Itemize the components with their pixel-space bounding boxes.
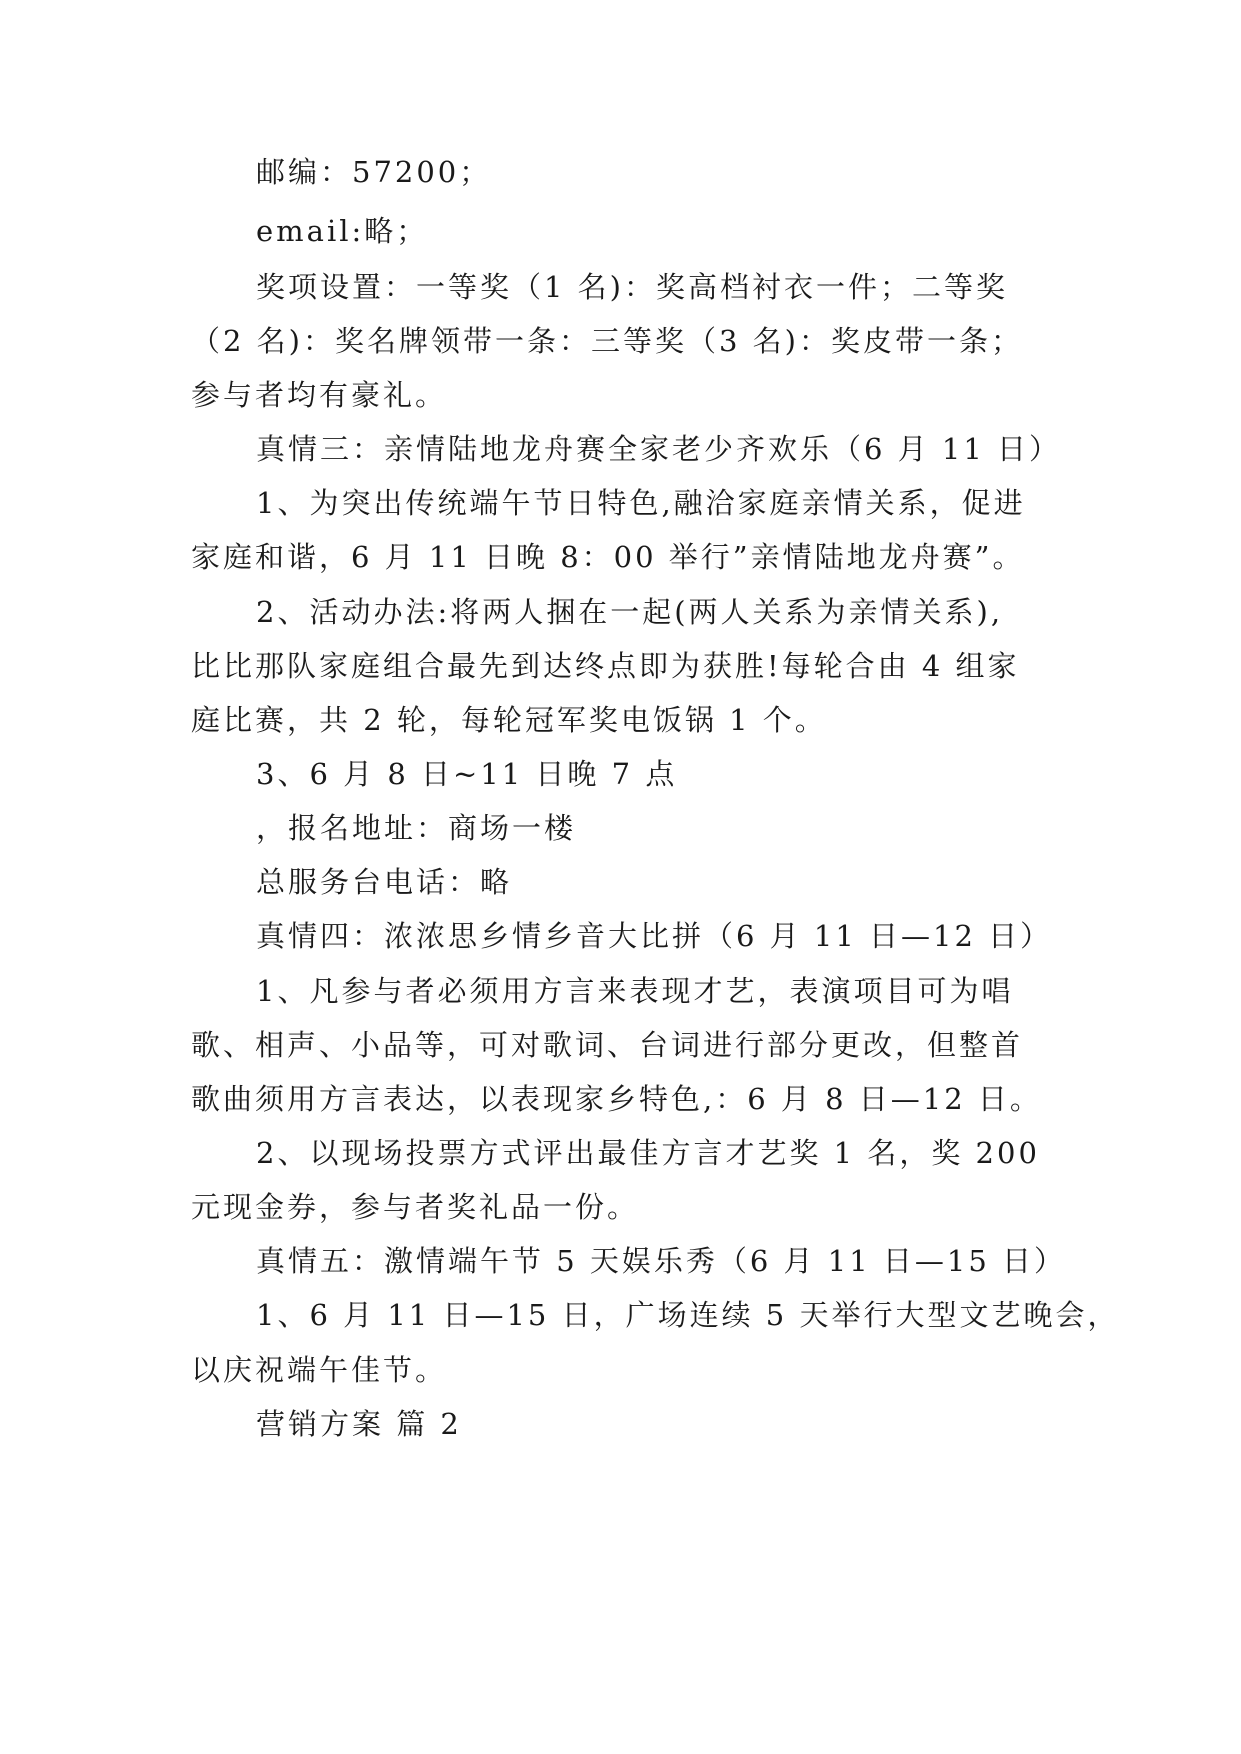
paragraph-line: 歌曲须用方言表达，以表现家乡特色,：6 月 8 日—12 日。 — [191, 1082, 1042, 1116]
paragraph-line: 以庆祝端午佳节。 — [191, 1353, 448, 1387]
paragraph-line: 家庭和谐，6 月 11 日晚 8：00 举行”亲情陆地龙舟赛”。 — [191, 540, 1025, 574]
paragraph-line: （2 名)：奖名牌领带一条：三等奖（3 名)：奖皮带一条； — [191, 324, 1023, 358]
section-heading: 真情四：浓浓思乡情乡音大比拼（6 月 11 日—12 日） — [256, 919, 1053, 953]
paragraph-line: 3、6 月 8 日~11 日晚 7 点 — [256, 757, 678, 791]
paragraph-line: 歌、相声、小品等，可对歌词、台词进行部分更改，但整首 — [191, 1028, 1024, 1062]
paragraph-line: 1、为突出传统端午节日特色,融洽家庭亲情关系，促进 — [256, 486, 1026, 520]
paragraph-line: 元现金券，参与者奖礼品一份。 — [191, 1190, 640, 1224]
paragraph-line: 奖项设置：一等奖（1 名)：奖高档衬衣一件；二等奖 — [256, 270, 1008, 304]
postcode-line: 邮编：57200； — [256, 155, 492, 189]
paragraph-line: 1、6 月 11 日—15 日，广场连续 5 天举行大型文艺晚会， — [256, 1298, 1120, 1332]
paragraph-line: 1、凡参与者必须用方言来表现才艺，表演项目可为唱 — [256, 974, 1014, 1008]
email-line: email:略； — [256, 214, 429, 248]
section-heading: 真情五：激情端午节 5 天娱乐秀（6 月 11 日—15 日） — [256, 1244, 1067, 1278]
paragraph-line: 总服务台电话：略 — [256, 865, 513, 899]
paragraph-line: 庭比赛，共 2 轮，每轮冠军奖电饭锅 1 个。 — [191, 703, 827, 737]
paragraph-line: 2、以现场投票方式评出最佳方言才艺奖 1 名，奖 200 — [256, 1136, 1040, 1170]
section-heading: 营销方案 篇 2 — [256, 1407, 462, 1441]
paragraph-line: 比比那队家庭组合最先到达终点即为获胜!每轮合由 4 组家 — [191, 649, 1020, 683]
paragraph-line: 2、活动办法:将两人捆在一起(两人关系为亲情关系), — [256, 595, 1004, 629]
paragraph-line: ，报名地址：商场一楼 — [256, 811, 577, 845]
section-heading: 真情三：亲情陆地龙舟赛全家老少齐欢乐（6 月 11 日） — [256, 432, 1062, 466]
paragraph-line: 参与者均有豪礼。 — [191, 378, 448, 412]
